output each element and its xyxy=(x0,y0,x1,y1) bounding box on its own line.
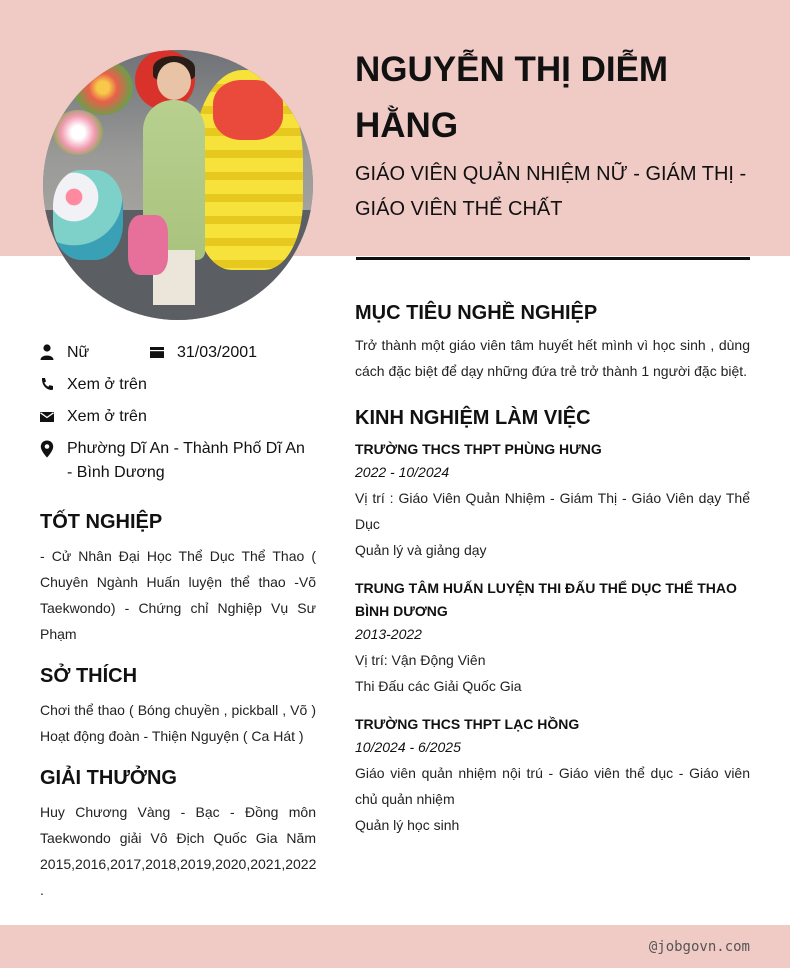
address-value: Phường Dĩ An - Thành Phố Dĩ An - Bình Dương xyxy=(67,440,305,481)
education-heading: TỐT NGHIỆP xyxy=(40,511,163,533)
gender-row xyxy=(40,341,89,365)
phone-icon xyxy=(40,376,54,392)
birthday-row xyxy=(150,341,257,365)
job-title: GIÁO VIÊN QUẢN NHIỆM NỮ - GIÁM THỊ - GIÁO VIÊN THỂ CHẤT xyxy=(355,163,747,220)
objective-heading: MỤC TIÊU NGHỀ NGHIỆP xyxy=(355,302,598,324)
header-divider xyxy=(356,257,750,260)
hobbies-text: Chơi thể thao ( Bóng chuyền , pickball , Võ ) Hoạt động đoàn - Thiện Nguyện ( Ca Hát ) xyxy=(40,702,316,744)
job-line: Quản lý học sinh xyxy=(355,817,460,833)
person-icon xyxy=(40,344,54,360)
avatar xyxy=(43,50,313,320)
phone-value: Xem ở trên xyxy=(67,376,147,393)
location-pin-icon xyxy=(40,440,54,456)
hobbies-heading: SỞ THÍCH xyxy=(40,665,138,687)
email-row xyxy=(40,405,147,429)
experience-heading: KINH NGHIỆM LÀM VIỆC xyxy=(355,407,591,429)
calendar-icon xyxy=(150,344,164,360)
objective-text: Trở thành một giáo viên tâm huyết hết mình vì học sinh , dùng cách đặc biệt để dạy những đứa trẻ trở thành 1 người đặc biệt. xyxy=(355,337,750,379)
job-line: Giáo viên quản nhiệm nội trú - Giáo viên thể dục - Giáo viên chủ quản nhiệm xyxy=(355,765,750,807)
education-text: - Cử Nhân Đại Học Thể Dục Thể Thao ( Chuyên Ngành Huấn luyện thể thao -Võ Taekwondo) - Chứng chỉ Nghiệp Vụ Sư Phạm xyxy=(40,548,316,642)
birthday-value: 31/03/2001 xyxy=(177,344,258,361)
job-line: Quản lý và giảng dạy xyxy=(355,542,487,558)
job-line: Vị trí: Vận Động Viên xyxy=(355,652,486,668)
gender-value: Nữ xyxy=(67,344,90,361)
job-date: 2022 - 10/2024 xyxy=(355,464,450,480)
mail-icon xyxy=(40,408,54,424)
footer-watermark: @jobgovn.com xyxy=(648,939,750,955)
candidate-name: NGUYỄN THỊ DIỄM HẰNG xyxy=(355,50,669,145)
awards-heading: GIẢI THƯỞNG xyxy=(40,767,177,789)
job-line: Vị trí : Giáo Viên Quản Nhiệm - Giám Thị - Giáo Viên dạy Thể Dục xyxy=(355,490,750,532)
job-org: TRUNG TÂM HUẤN LUYỆN THI ĐẤU THỂ DỤC THỂ THAO BÌNH DƯƠNG xyxy=(355,580,737,619)
job-date: 10/2024 - 6/2025 xyxy=(355,739,461,755)
email-value: Xem ở trên xyxy=(67,408,147,425)
phone-row xyxy=(40,373,147,397)
job-line: Thi Đấu các Giải Quốc Gia xyxy=(355,678,522,694)
address-row xyxy=(40,437,316,485)
awards-text: Huy Chương Vàng - Bạc - Đồng môn Taekwondo giải Vô Địch Quốc Gia Năm 2015,2016,2017,2018,2019,2020,2021,2022 . xyxy=(40,804,317,898)
job-org: TRƯỜNG THCS THPT LẠC HỒNG xyxy=(355,716,580,732)
job-date: 2013-2022 xyxy=(355,626,422,642)
job-org: TRƯỜNG THCS THPT PHÙNG HƯNG xyxy=(355,441,602,457)
